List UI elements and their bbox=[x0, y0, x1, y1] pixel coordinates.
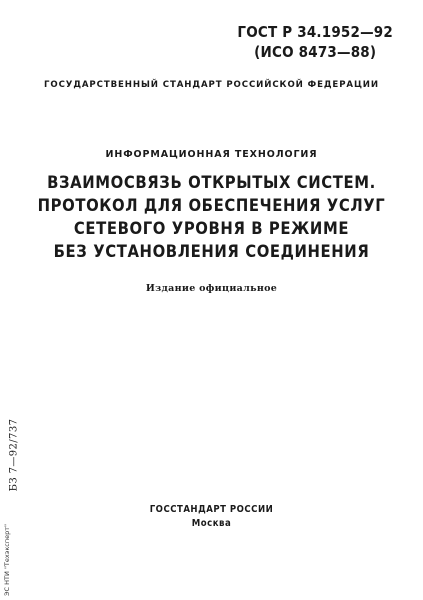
document-title bbox=[0, 171, 423, 263]
title-line: ВЗАИМОСВЯЗЬ ОТКРЫТЫХ СИСТЕМ. bbox=[47, 173, 376, 192]
gost-number: ГОСТ Р 34.1952—92 bbox=[237, 23, 393, 41]
state-standard-heading: ГОСУДАРСТВЕННЫЙ СТАНДАРТ РОССИЙСКОЙ ФЕДЕРАЦИИ bbox=[44, 80, 379, 90]
side-watermark: ЭС НТИ "Техэксперт" bbox=[3, 524, 11, 596]
title-line: СЕТЕВОГО УРОВНЯ В РЕЖИМЕ bbox=[73, 219, 350, 238]
side-code-container bbox=[4, 400, 24, 510]
edition-note: Издание официальное bbox=[145, 283, 278, 294]
iso-reference: (ИСО 8473—88) bbox=[254, 43, 377, 61]
title-line: БЕЗ УСТАНОВЛЕНИЯ СОЕДИНЕНИЯ bbox=[53, 242, 370, 261]
publisher-block bbox=[0, 503, 423, 531]
publisher-city: Москва bbox=[191, 518, 232, 529]
title-line: ПРОТОКОЛ ДЛЯ ОБЕСПЕЧЕНИЯ УСЛУГ bbox=[37, 196, 386, 215]
gost-designation bbox=[237, 22, 393, 62]
side-watermark-container bbox=[0, 520, 14, 600]
subject-heading: ИНФОРМАЦИОННАЯ ТЕХНОЛОГИЯ bbox=[105, 149, 318, 160]
side-code: БЗ 7—92/737 bbox=[8, 418, 20, 492]
publisher-name: ГОССТАНДАРТ РОССИИ bbox=[149, 504, 274, 515]
